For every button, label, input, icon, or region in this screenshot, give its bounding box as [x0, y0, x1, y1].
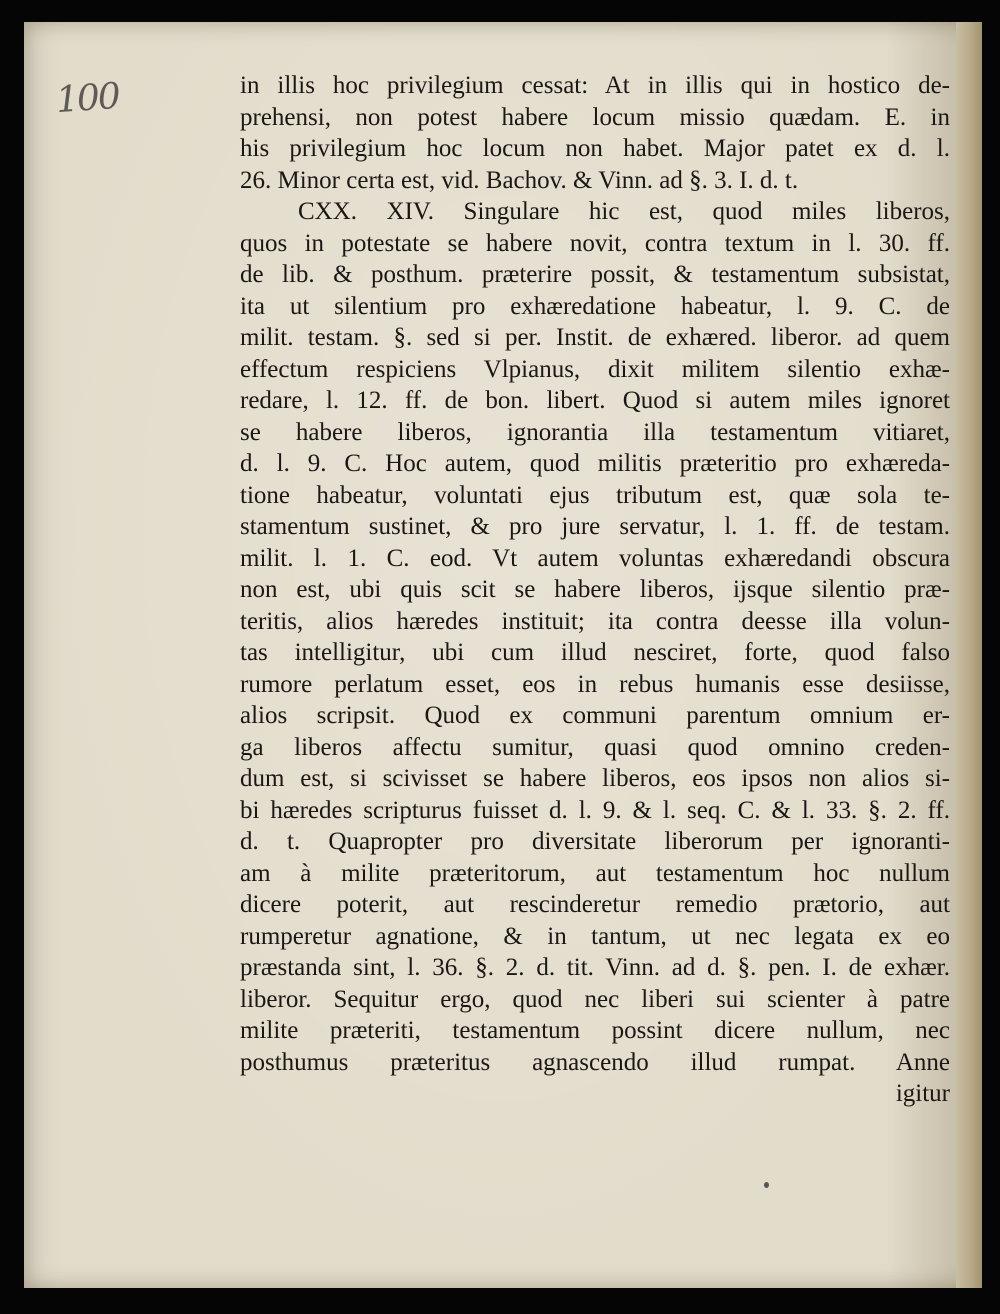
handwritten-page-number: 100	[54, 75, 121, 122]
catchword: igitur	[895, 1080, 950, 1107]
text-line: de lib. & posthum. præterire possit, & testamentum subsistat,	[240, 261, 950, 288]
text-line: teritis, alios hæredes instituit; ita contra deesse illa volun-	[240, 607, 950, 635]
text-line: alios scripsit. Quod ex communi parentum omnium er-	[240, 702, 950, 729]
text-line: redare, l. 12. ff. de bon. libert. Quod si autem miles ignoret	[240, 387, 950, 414]
text-line: milit. l. 1. C. eod. Vt autem voluntas exhæredandi obscura	[240, 544, 950, 572]
text-line: non est, ubi quis scit se habere liberos, ijsque silentio præ-	[240, 576, 950, 603]
text-line: quos in potestate se habere novit, contra textum in l. 30. ff.	[240, 229, 950, 257]
book-page	[24, 22, 982, 1288]
text-line: his privilegium hoc locum non habet. Major patet ex d. l.	[240, 135, 950, 162]
text-line: d. t. Quapropter pro diversitate liberorum per ignoranti-	[240, 828, 950, 855]
text-line: 26. Minor certa est, vid. Bachov. & Vinn. ad §. 3. I. d. t.	[240, 166, 799, 194]
text-line: dum est, si scivisset se habere liberos, eos ipsos non alios si-	[240, 765, 950, 792]
text-line: ita ut silentium pro exhæredatione habeatur, l. 9. C. de	[240, 292, 950, 320]
text-line: stamentum sustinet, & pro jure servatur, l. 1. ff. de testam.	[240, 513, 950, 540]
text-line: rumperetur agnatione, & in tantum, ut nec legata ex eo	[240, 922, 950, 950]
text-line: prehensi, non potest habere locum missio quædam. E. in	[240, 103, 950, 131]
body-text	[240, 70, 950, 1110]
text-line: in illis hoc privilegium cessat: At in illis qui in hostico de-	[240, 72, 950, 99]
text-line: se habere liberos, ignorantia illa testamentum vitiaret,	[240, 418, 950, 446]
text-line: ga liberos affectu sumitur, quasi quod omnino creden-	[240, 733, 950, 761]
text-line: milite præteriti, testamentum possint dicere nullum, nec	[240, 1017, 950, 1044]
text-line: dicere poterit, aut rescinderetur remedio prætorio, aut	[240, 891, 950, 918]
section-heading-line: CXX. XIV. Singulare hic est, quod miles liberos,	[298, 198, 950, 225]
ink-speck	[764, 1182, 769, 1188]
text-line: bi hæredes scripturus fuisset d. l. 9. & l. seq. C. & l. 33. §. 2. ff.	[240, 796, 950, 824]
text-line: præstanda sint, l. 36. §. 2. d. tit. Vinn. ad d. §. pen. I. de exhær.	[240, 954, 950, 981]
text-line: tas intelligitur, ubi cum illud nesciret, forte, quod falso	[240, 639, 950, 666]
text-line: d. l. 9. C. Hoc autem, quod militis præteritio pro exhæreda-	[240, 450, 950, 477]
text-line: effectum respiciens Vlpianus, dixit militem silentio exhæ-	[240, 355, 950, 383]
text-line: milit. testam. §. sed si per. Instit. de exhæred. liberor. ad quem	[240, 324, 950, 351]
text-line: tione habeatur, voluntati ejus tributum est, quæ sola te-	[240, 481, 950, 509]
text-line: liberor. Sequitur ergo, quod nec liberi sui scienter à patre	[240, 985, 950, 1013]
text-line: am à milite præteritorum, aut testamentum hoc nullum	[240, 859, 950, 887]
text-line: rumore perlatum esset, eos in rebus humanis esse desiisse,	[240, 670, 950, 698]
page-edge-shadow	[956, 22, 982, 1288]
text-line: posthumus præteritus agnascendo illud rumpat. Anne	[240, 1048, 950, 1076]
